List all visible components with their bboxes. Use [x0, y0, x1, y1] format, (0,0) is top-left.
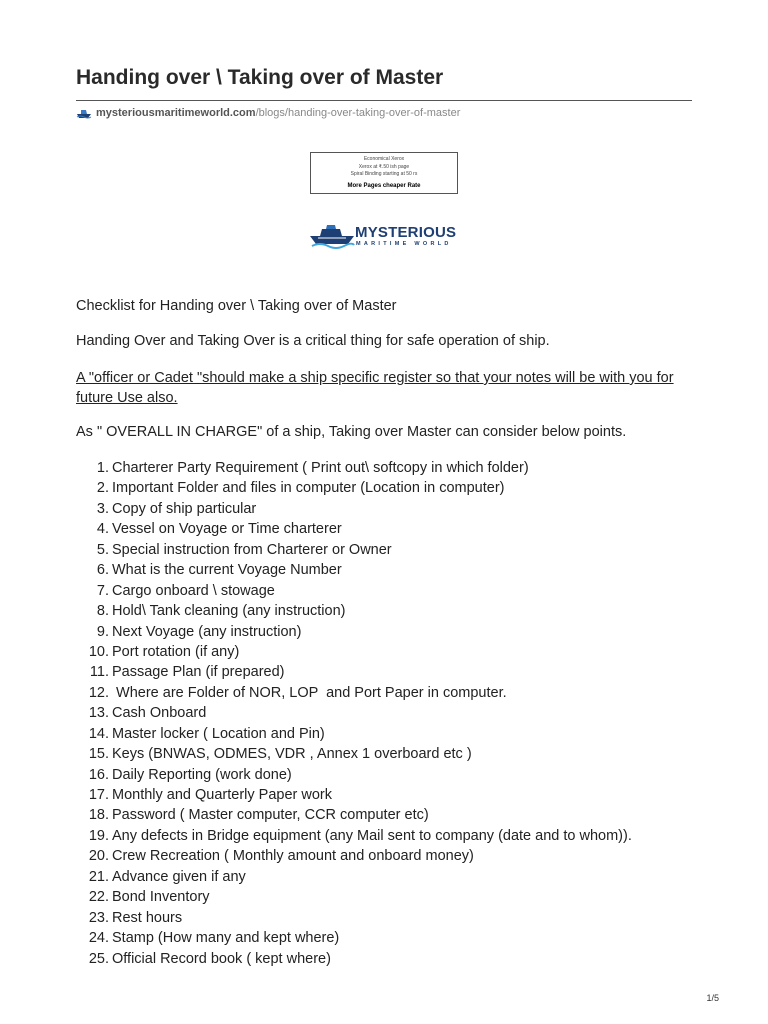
- logo-tagline: MARITIME WORLD: [356, 241, 452, 247]
- list-item: [76, 744, 696, 764]
- list-item: [76, 826, 696, 846]
- list-item-number: 15.: [88, 746, 109, 763]
- intro-paragraph: Checklist for Handing over \ Taking over of Master: [76, 298, 397, 314]
- list-item-number: 14.: [88, 725, 109, 742]
- list-item-text: Special instruction from Charterer or Owner: [112, 541, 392, 558]
- list-item-number: 9.: [96, 623, 109, 640]
- list-item-text: What is the current Voyage Number: [112, 562, 342, 579]
- list-item-text: Vessel on Voyage or Time charterer: [112, 521, 342, 538]
- list-item-number: 25.: [88, 950, 109, 967]
- checklist: [76, 458, 696, 969]
- ad-line-2: Xerox at ₹.50 ish page: [358, 163, 410, 170]
- list-item: [76, 601, 696, 621]
- site-logo[interactable]: [308, 222, 460, 250]
- list-item-text: Stamp (How many and kept where): [112, 930, 340, 947]
- list-item-number: 17.: [88, 787, 109, 803]
- list-item: [76, 540, 696, 560]
- list-item: [76, 478, 696, 498]
- list-item-number: 8.: [96, 603, 109, 620]
- list-item-number: 19.: [88, 827, 109, 844]
- list-item-number: 2.: [96, 480, 109, 497]
- list-item-number: 3.: [96, 500, 109, 517]
- list-item: [76, 887, 696, 907]
- list-item: [76, 785, 696, 805]
- ad-line-3: Spiral Binding starting at 50 rs: [350, 171, 418, 177]
- list-item-number: 12.: [88, 684, 109, 701]
- list-item-text: Charterer Party Requirement ( Print out\ softcopy in which folder): [112, 460, 529, 476]
- list-item: [76, 703, 696, 723]
- page-title: Handing over \ Taking over of Master: [76, 66, 444, 89]
- list-item: [76, 928, 696, 948]
- list-item: [76, 458, 696, 478]
- list-item-number: 24.: [88, 930, 109, 947]
- list-item-number: 7.: [96, 582, 109, 599]
- list-item: [76, 846, 696, 866]
- importance-paragraph: Handing Over and Taking Over is a critical thing for safe operation of ship.: [76, 333, 550, 349]
- list-item-text: Crew Recreation ( Monthly amount and onboard money): [112, 848, 474, 865]
- ad-line-1: Economical Xerox: [363, 156, 405, 162]
- list-item-number: 18.: [88, 807, 109, 824]
- list-item-number: 10.: [88, 643, 109, 660]
- list-item-text: Hold\ Tank cleaning (any instruction): [112, 603, 346, 620]
- list-item-text: Bond Inventory: [112, 889, 210, 906]
- list-item-number: 22.: [88, 889, 109, 906]
- register-note-paragraph: A "officer or Cadet "should make a ship specific register so that your notes will be with you for future Use also.: [76, 370, 674, 406]
- list-item: [76, 519, 696, 539]
- list-item-text: Passage Plan (if prepared): [112, 664, 285, 681]
- list-item-text: Password ( Master computer, CCR computer etc): [112, 807, 429, 824]
- list-item: [76, 949, 696, 969]
- list-item: [76, 765, 696, 785]
- list-item: [76, 560, 696, 580]
- list-item-text: Keys (BNWAS, ODMES, VDR , Annex 1 overboard etc ): [112, 746, 472, 763]
- list-item-text: Copy of ship particular: [112, 500, 257, 517]
- list-item-text: Rest hours: [112, 909, 183, 926]
- list-item-text: Where are Folder of NOR, LOP and Port Paper in computer.: [112, 684, 507, 701]
- list-item: [76, 642, 696, 662]
- list-item-number: 4.: [96, 521, 109, 538]
- list-item-number: 1.: [96, 460, 109, 476]
- list-item-text: Cargo onboard \ stowage: [112, 582, 275, 599]
- list-item-text: Next Voyage (any instruction): [112, 623, 302, 640]
- list-item-number: 13.: [88, 705, 109, 722]
- overall-in-charge-paragraph: As " OVERALL IN CHARGE" of a ship, Taking over Master can consider below points.: [76, 424, 627, 440]
- list-item-text: Daily Reporting (work done): [112, 766, 292, 783]
- title-divider: [76, 100, 692, 101]
- list-item-text: Advance given if any: [112, 868, 246, 885]
- ship-logo-icon: [308, 222, 356, 250]
- list-item-number: 20.: [88, 848, 109, 865]
- source-domain[interactable]: mysteriousmaritimeworld.com: [96, 107, 256, 119]
- list-item-number: 16.: [88, 766, 109, 783]
- ship-icon: [76, 107, 92, 119]
- list-item: [76, 662, 696, 682]
- list-item: [76, 908, 696, 928]
- list-item-number: 21.: [88, 868, 109, 885]
- list-item-number: 23.: [88, 909, 109, 926]
- logo-wordmark: MYSTERIOUS: [355, 224, 457, 241]
- page-number: 1/5: [706, 993, 719, 1003]
- source-url[interactable]: [76, 107, 460, 119]
- advertisement-box[interactable]: [310, 152, 458, 194]
- list-item: [76, 724, 696, 744]
- list-item: [76, 622, 696, 642]
- list-item-number: 11.: [89, 664, 109, 681]
- list-item-text: Port rotation (if any): [112, 643, 240, 660]
- list-item: [76, 683, 696, 703]
- list-item: [76, 805, 696, 825]
- list-item: [76, 867, 696, 887]
- list-item-number: 6.: [96, 562, 109, 579]
- list-item-text: Any defects in Bridge equipment (any Mail sent to company (date and to whom)).: [112, 827, 632, 844]
- list-item-text: Monthly and Quarterly Paper work: [112, 787, 333, 803]
- list-item-text: Official Record book ( kept where): [112, 950, 331, 967]
- list-item-text: Master locker ( Location and Pin): [112, 725, 325, 742]
- list-item-text: Cash Onboard: [112, 705, 207, 722]
- list-item-text: Important Folder and files in computer (Location in computer): [112, 480, 505, 497]
- ad-line-4: More Pages cheaper Rate: [347, 182, 421, 189]
- source-path[interactable]: /blogs/handing-over-taking-over-of-master: [255, 107, 461, 119]
- list-item-number: 5.: [96, 541, 109, 558]
- list-item: [76, 499, 696, 519]
- list-item: [76, 581, 696, 601]
